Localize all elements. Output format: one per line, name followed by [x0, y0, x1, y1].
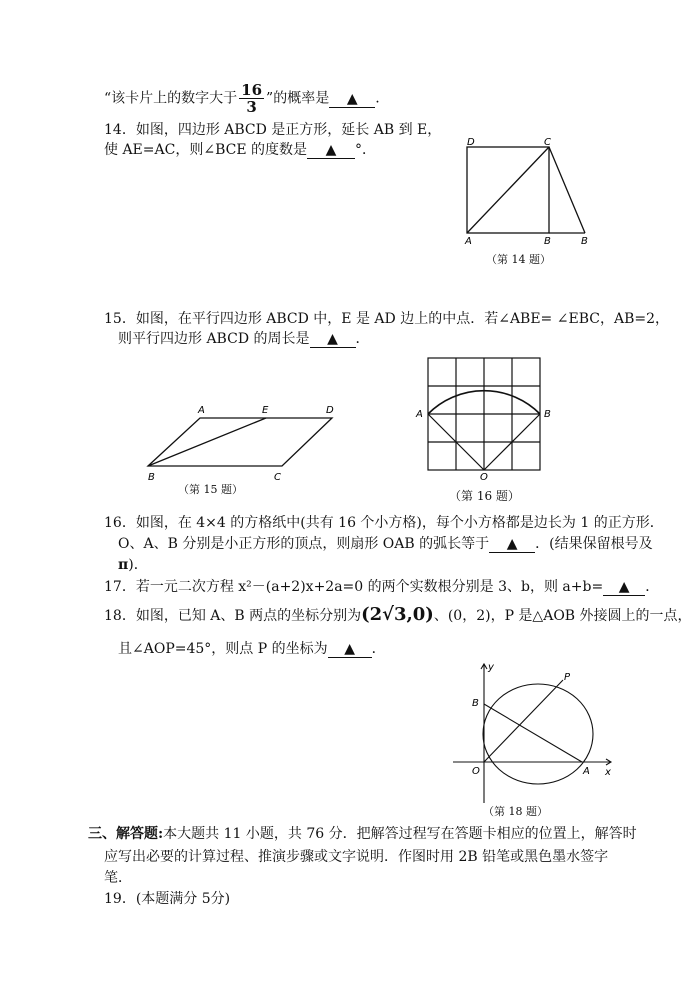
label-b: B — [472, 698, 479, 709]
section3-line3: 笔． — [104, 870, 132, 886]
figure-14 — [455, 135, 605, 265]
q18-line2: 且∠AOP=45°，则点 P 的坐标为 ▲ ． — [118, 641, 386, 657]
label-a: A — [583, 766, 590, 777]
label-a: A — [198, 405, 205, 416]
label-y: y — [488, 662, 494, 673]
label-b: B — [544, 409, 551, 420]
parallelogram-abcd — [148, 418, 332, 466]
label-a: A — [416, 409, 423, 420]
label-o: O — [472, 766, 480, 777]
label-x: x — [605, 767, 611, 778]
segment-ce — [549, 147, 585, 233]
segment-be — [148, 418, 266, 466]
q14-line2: 使 AE=AC，则∠BCE 的度数是 ▲ °． — [104, 142, 376, 158]
answer-blank-15[interactable]: ▲ — [310, 331, 356, 348]
figure-16 — [410, 352, 560, 482]
label-e: B — [581, 236, 588, 247]
q13-text-pre: “该卡片上的数字大于 — [104, 90, 238, 107]
section3-line1: 三、解答题:本大题共 11 小题，共 76 分．把解答过程写在答题卡相应的位置上，解答时 — [88, 826, 637, 842]
section3-line2: 应写出必要的计算过程、推演步骤或文字说明．作图时用 2B 铅笔或黑色墨水签字 — [104, 849, 609, 865]
circumcircle — [483, 684, 593, 784]
label-b: B — [148, 472, 155, 483]
section3-title: 三、解答题: — [88, 826, 164, 842]
q13-tail: “该卡片上的数字大于 $\frac{16}{3}$ ”的概率是 ▲ . — [104, 81, 380, 116]
q15-line1: 15．如图，在平行四边形 ABCD 中，E 是 AD 边上的中点．若∠ABE= ∠EBC，AB=2， — [104, 311, 669, 327]
q19-heading: 19．(本题满分 5分) — [104, 891, 231, 907]
label-d: D — [326, 405, 334, 416]
q18-line1: 18．如图，已知 A、B 两点的坐标分别为(2√3,0)、(0，2)，P 是△AOB 外接圆上的一点， — [104, 604, 692, 625]
label-p: P — [564, 672, 571, 683]
fraction-16-3: $\frac{16}{3}$ — [241, 81, 263, 116]
label-e: E — [262, 405, 269, 416]
answer-blank-16[interactable]: ▲ — [489, 536, 535, 553]
answer-blank-17[interactable]: ▲ — [603, 579, 645, 596]
caption-15: （第 15 题） — [178, 483, 243, 496]
q14-line1: 14．如图，四边形 ABCD 是正方形，延长 AB 到 E， — [104, 122, 442, 138]
label-d: D — [467, 137, 475, 148]
answer-blank-14[interactable]: ▲ — [307, 142, 355, 159]
answer-blank-18[interactable]: ▲ — [328, 641, 372, 658]
q16-line1: 16．如图，在 4×4 的方格纸中(共有 16 个小方格)，每个小方格都是边长为 1 的正方形． — [104, 515, 664, 531]
q16-line2: O、A、B 分别是小正方形的顶点，则扇形 OAB 的弧长等于 ▲ ．(结果保留根号及 — [118, 536, 653, 552]
label-c: C — [544, 137, 551, 148]
q16-line3: π)． — [118, 557, 148, 573]
q15-line2: 则平行四边形 ABCD 的周长是 ▲ ． — [118, 331, 370, 347]
label-c: C — [274, 472, 281, 483]
figure-15 — [140, 400, 350, 485]
caption-16: （第 16 题） — [449, 489, 520, 503]
label-b: B — [544, 236, 551, 247]
segment-op — [484, 680, 563, 762]
label-o: O — [480, 472, 488, 482]
figure-18 — [453, 658, 618, 803]
answer-blank-13[interactable]: ▲ — [329, 91, 375, 108]
segment-ab — [484, 704, 582, 762]
caption-18: （第 18 题） — [483, 805, 548, 818]
q17-line: 17．若一元二次方程 x²－(a+2)x+2a=0 的两个实数根分别是 3、b，则 a+b= ▲ ． — [104, 579, 660, 595]
coord-a: (2√3,0) — [361, 604, 434, 625]
diagonal-ac — [467, 147, 549, 233]
label-a: A — [465, 236, 472, 247]
caption-14: （第 14 题） — [486, 253, 551, 266]
